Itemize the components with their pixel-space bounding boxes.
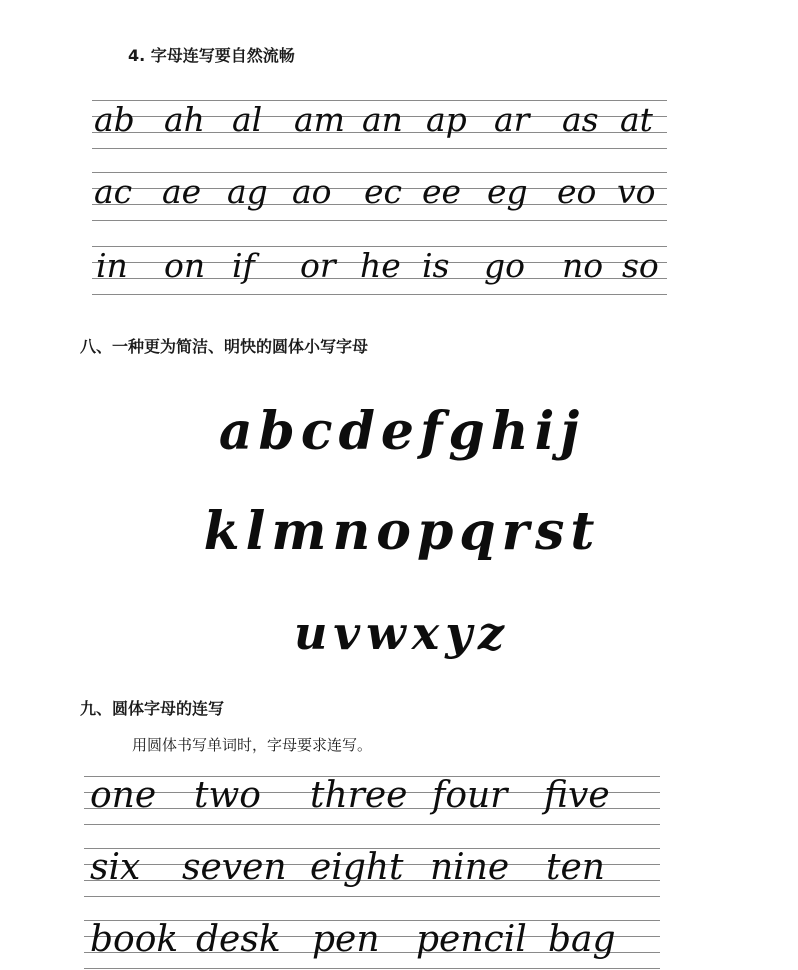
letter: i — [534, 401, 555, 462]
letter: l — [245, 501, 266, 562]
letter: m — [271, 501, 327, 562]
letter: r — [501, 501, 530, 562]
letter: a — [218, 401, 253, 462]
pair: he — [360, 246, 401, 285]
letter: w — [366, 606, 406, 660]
pair: ah — [164, 100, 205, 139]
word-row-1 — [84, 776, 660, 826]
section-9-note: 用圆体书写单词时，字母要求连写。 — [132, 736, 373, 754]
letters-row-2 — [0, 492, 798, 572]
writing-row-3 — [92, 246, 667, 296]
letter: s — [535, 501, 565, 562]
section-8-title: 八、一种更为简洁、明快的圆体小写字母 — [80, 337, 369, 356]
word: two — [194, 775, 261, 816]
letter: n — [332, 501, 371, 562]
pair: vo — [617, 172, 656, 211]
pair: ee — [422, 172, 462, 211]
word: five — [544, 775, 610, 816]
pair: ae — [162, 172, 202, 211]
letter: y — [445, 606, 472, 660]
pair: eg — [487, 172, 528, 211]
pair: ao — [292, 172, 332, 211]
letter: q — [459, 501, 496, 562]
letters-row-3 — [0, 598, 798, 668]
word: three — [310, 775, 408, 816]
word-row-2 — [84, 848, 660, 898]
pair: an — [362, 100, 403, 139]
pair: or — [300, 246, 336, 285]
word: pen — [312, 919, 380, 960]
letter: h — [490, 401, 529, 462]
letter: v — [333, 606, 361, 660]
letter: x — [411, 606, 440, 660]
writing-row-2 — [92, 172, 667, 222]
letter: z — [477, 606, 505, 660]
pair: on — [164, 246, 206, 285]
word: eight — [310, 847, 404, 888]
word: nine — [430, 847, 510, 888]
pair: ag — [227, 172, 268, 211]
section-9-title: 九、圆体字母的连写 — [80, 699, 225, 718]
pair: ab — [94, 100, 135, 139]
letter: c — [300, 401, 333, 462]
word: one — [90, 775, 157, 816]
pair: as — [562, 100, 599, 139]
pair: is — [422, 246, 450, 285]
pair: al — [232, 100, 263, 139]
section-4-title: 4. 字母连写要自然流畅 — [128, 46, 295, 65]
letter: u — [293, 606, 328, 660]
pair: so — [622, 246, 659, 285]
letters-row-1 — [0, 392, 798, 472]
pair: ap — [426, 100, 467, 139]
writing-row-1 — [92, 100, 667, 150]
word: bag — [548, 919, 616, 960]
word: six — [90, 847, 141, 888]
pair: no — [562, 246, 604, 285]
word: desk — [196, 919, 281, 960]
pair: in — [96, 246, 128, 285]
word: pencil — [416, 919, 527, 960]
letter: p — [416, 501, 454, 562]
word: four — [432, 775, 508, 816]
word: ten — [546, 847, 605, 888]
word: book — [90, 919, 179, 960]
word: seven — [182, 847, 287, 888]
letter: j — [560, 401, 580, 462]
pair: ac — [94, 172, 133, 211]
letter: b — [258, 401, 295, 462]
pair: at — [620, 100, 653, 139]
letter: d — [338, 401, 375, 462]
pair: ec — [364, 172, 403, 211]
pair: eo — [557, 172, 597, 211]
letter: g — [448, 401, 485, 462]
letter: k — [203, 501, 240, 562]
letter: f — [420, 401, 443, 462]
pair: ar — [494, 100, 530, 139]
word-row-3 — [84, 920, 660, 970]
letter: t — [570, 501, 595, 562]
letter: e — [380, 401, 415, 462]
pair: go — [484, 246, 525, 285]
pair: if — [232, 246, 255, 285]
letter: o — [376, 501, 411, 562]
pair: am — [294, 100, 345, 139]
